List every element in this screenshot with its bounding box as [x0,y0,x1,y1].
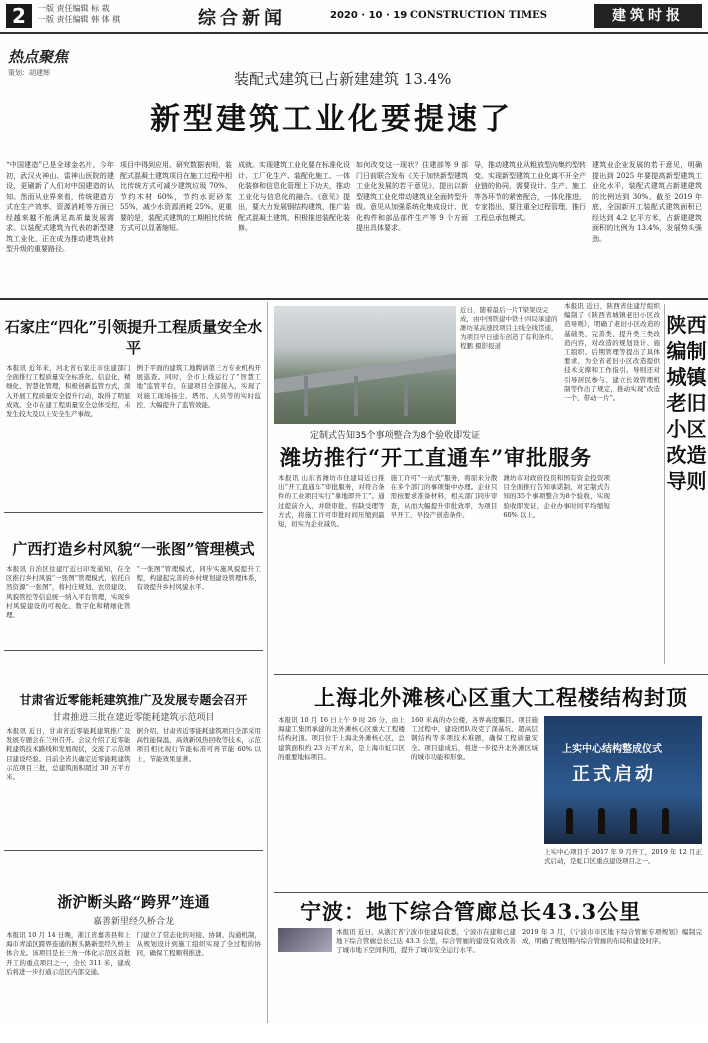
editors-info [38,3,120,25]
bridge-pier [354,376,358,416]
article-text: 例于平面的建筑工地聘请第三方专业机构开展巡查。同时，全市上线运行了“智慧工地”监管平台，在建项目全部接入，实现了对施工现场扬尘、塔吊、人员等的实时监控，大幅提升了监管效能。 [136,364,261,409]
divider [274,674,708,675]
bridge-pier [404,376,408,416]
person-figure [630,808,637,834]
article-text: 本报讯 10 月 14 日晚，浙江省嘉善县和上海市青浦区跨界连通的断头路新里经久桥主体合龙。该项目是长三角一体化示范区首批开工的重点项目之一，全长 311 米，建成后将进一步打通示范区内部交通。 [6,931,131,976]
feature-col-1: “中国建造”已是全球金名片。今年初，武汉火神山、雷神山医院的建设，更刷新了人们对中国建造的认知。然而从业界来看，传统建造方式在生产效率、资源消耗等方面已经越来越不能满足高质量发展需求。以装配式建筑为代表的新型建筑工业化，正在成为推动建筑业转型升级的重要路径。 [6,161,114,253]
highway-photo [274,306,456,424]
ceremony-banner-line2: 正式启动 [572,764,656,785]
ceremony-banner-line1: 上实中心结构整成仪式 [562,744,662,755]
article-text: 本报讯 山东省潍坊市住建局近日推出“开工直通车”审批服务，对符合条件的工业项目实行“拿地即开工”。通过提前介入、并联审批、容缺受理等方式，将施工许可审批时间压缩到最短，切实为企业减负。 [278,474,385,529]
article-text: “一张图”管理模式，同步实施风貌提升工程，构建起完善的乡村规划建设管理体系，有效提升乡村风貌水平。 [136,565,261,592]
ningbo-article-body [336,928,702,1018]
feature-tag: 热点聚焦 [8,48,69,66]
article-text: 本报讯 近日，从浙江省宁波市住建局获悉，宁波市在建和已建地下综合管廊总长已达 43.3 公里，综合管廊的建设有效改善了城市地下空间利用，提升了城市安全运行水平。 [336,928,516,955]
page-number: 2 [6,4,32,28]
article-body-shijiazhuang [0,362,267,512]
editors-line-2: 一版 责任编辑 韩 体 棋 [38,15,121,24]
article-text: 本报讯 近日，甘肃省近零能耗建筑推广及发展专题会在兰州召开。会议介绍了近零能耗建筑技术路线和发展现状，交流了示范项目建设经验。目前全省共确定近零能耗建筑示范项目三批，总建筑面积超过 30 万平方米。 [6,727,131,782]
person-figure [662,808,669,834]
divider [274,892,708,893]
divider [4,650,263,651]
feature-subtitle: 装配式建筑已占新建建筑 13.4% [234,70,452,88]
shaanxi-headline: 陕西编制城镇老旧小区改造导则 [664,304,708,664]
ceremony-photo [544,716,702,844]
feature-col-5: 导，推动建筑业从粗放型向集约型转变。实现新型建筑工业化离不开全产业链的协同，需要设计、生产、施工等各环节的紧密配合，一体化推进。专家指出，要注重全过程管理，推行工程总承包模式。 [474,161,586,222]
weifang-headline: 潍坊推行“开工直通车”审批服务 [280,445,593,470]
feature-editor: 策划：胡建辉 [8,69,50,77]
feature-col-2: 项目中得到应用。研究数据表明，装配式混凝土建筑项目在施工过程中相比传统方式可减少建筑垃圾 70%，节约木材 60%，节约水泥砂浆 55%，减少水资源消耗 25%。更重要的是，装配式建筑的工期相比传统方式可以显著缩短。 [120,161,232,232]
article-subhead-gansu: 甘肃推进三批在建近零能耗建筑示范项目 [52,713,215,723]
article-text: 施工许可“一站式”服务，将原来分散在多个部门的事项集中办理。企业只需按要求准备材料，相关部门同步审查，从而大幅提升审批效率，为项目早开工、早投产创造条件。 [390,474,498,519]
article-body-guangxi [0,563,267,663]
person-figure [598,808,605,834]
article-headline-zhehu: 浙沪断头路“跨界”连通 [57,893,210,911]
article-text: 潍坊市对政府投资和国有资金投资项目全面推行告知承诺制，对定制式告知的35个事项整合为8个验收，实现验收即发证，企业办事时间平均缩短 60% 以上。 [503,474,611,519]
article-text: 160 米高的办公楼，各界高度瞩目。项目施工过程中，建设团队攻克了深基坑、超高层钢结构等多项技术难题，确保工程质量安全。项目建成后，将进一步提升北外滩区域的城市功能和形象。 [411,716,538,761]
ningbo-headline: 宁波：地下综合管廊总长43.3公里 [300,899,642,924]
ceremony-caption: 上实中心项目于 2017 年 9 月开工，2019 年 12 月正式启动，是虹口区重点建设项目之一。 [544,848,702,866]
article-headline-guangxi: 广西打造乡村风貌“一张图”管理模式 [12,540,255,558]
article-headline-shijiazhuang: 石家庄“四化”引领提升工程质量安全水平 [4,318,263,357]
article-text: 门建立了常态化的对接、协调、沟通机制，从规划设计到施工组织实现了全过程的协同，确保工程顺利推进。 [136,931,261,958]
masthead [0,0,708,34]
feature-col-4: 如何改变这一现状？住建部等 9 部门日前联合发布《关于加快新型建筑工业化发展的若干意见》，提出以新型建筑工业化带动建筑业全面转型升级。意见从加强系统化集成设计、优化构件和部品部件生产等 9 个方面提出具体要求。 [356,161,468,232]
feature-col-3: 成就。实现建筑工业化要在标准化设计、工厂化生产、装配化施工、一体化装修和信息化管理上下功夫，推动工业化与信息化的融合。《意见》提出，要大力发展钢结构建筑，推广装配式混凝土建筑，积极推进装配化装修。 [238,161,350,232]
highway-photo-caption: 近日，随着最后一片T梁架设完成，由中国铁建中铁十四局承建的潍坊某高速段项目主线全线贯通，为项目早日通车创造了有利条件。 程鹏 摄影报道 [460,306,558,350]
bridge-pier [304,376,308,416]
article-text: 本报讯 近年来，河北省石家庄市住建部门全面推行工程质量安全标准化、信息化、精细化、智慧化管理，积极创新监管方式，深入开展工程质量安全提升行动，取得了明显成效。全市在建工程质量安全总体受控，未发生较大及以上安全生产事故。 [6,364,131,419]
section-title: 综合新闻 [198,8,286,29]
paper-name: CONSTRUCTION TIMES [410,10,547,21]
feature-headline: 新型建筑工业化要提速了 [150,102,513,137]
feature-col-6: 建筑业企业发展的若干意见，明确提出到 2025 年要提高新型建筑工业化水平，装配式建筑占新建建筑的比例达到 30%。截至 2019 年底，全国新开工装配式建筑面积已经达到 4.2 亿平方米，占新建建筑面积的比例为 13.4%，发展势头强劲。 [592,161,702,243]
article-body-zhehu [0,927,267,1043]
feature-article [0,38,708,300]
divider [4,850,263,851]
shaanxi-article-text: 本报讯 近日，陕西省住建厅组织编制了《陕西省城镇老旧小区改造导则》，明确了老旧小区改造的基础类、完善类、提升类三类改造内容，对改造的规划设计、施工组织、后期管理等提出了具体要求，为全省老旧小区改造提供技术支撑和工作指引。导则还对引导居民参与、建立长效管理机制等作出了规定，推动实现“改造一个、带动一片”。 [564,302,660,403]
left-column [0,302,268,1023]
bridge-shape [274,351,456,394]
article-text: 本报讯 自治区住建厅近日印发通知，在全区推行乡村风貌“一张图”管理模式，依托自然资源“一张图”，将村庄规划、农房建设、风貌管控等信息统一纳入平台管理，实现乡村风貌建设的可视化、数字化和精细化管理。 [6,565,131,620]
editors-line-1: 一版 责任编辑 标 栽 [38,4,110,13]
person-figure [566,808,573,834]
weifang-kicker: 定制式告知35个事项整合为8个验收即发证 [310,431,481,441]
article-text: 本报讯 10 月 16 日上午 9 时 26 分，由上海建工集团承建的北外滩核心区重大工程楼结构封顶。项目位于上海北外滩核心区，总建筑面积约 23 万平方米，是上海市虹口区的重要地标项目。 [278,716,405,761]
article-text: 据介绍，甘肃省近零能耗建筑项目全部采用高性能保温、高效新风热回收等技术，示范项目相比现行节能标准可再节能 60% 以上，节能效果显著。 [136,727,261,763]
shanghai-article-body [278,716,538,912]
shanghai-headline: 上海北外滩核心区重大工程楼结构封顶 [314,685,688,710]
ningbo-photo [278,928,332,952]
article-subhead-zhehu: 嘉善新里经久桥合龙 [92,917,174,927]
issue-date: 2020 · 10 · 19 [330,10,408,21]
article-headline-gansu: 甘肃省近零能耗建筑推广及发展专题会召开 [19,693,248,707]
article-text: 2019 年 3 月，《宁波市市区地下综合管廊专项规划》编制完成，明确了规划期内综合管廊的布局和建设时序。 [522,928,702,946]
divider [4,512,263,513]
weifang-article-body [278,474,610,654]
paper-logo: 建筑时报 [594,4,702,28]
